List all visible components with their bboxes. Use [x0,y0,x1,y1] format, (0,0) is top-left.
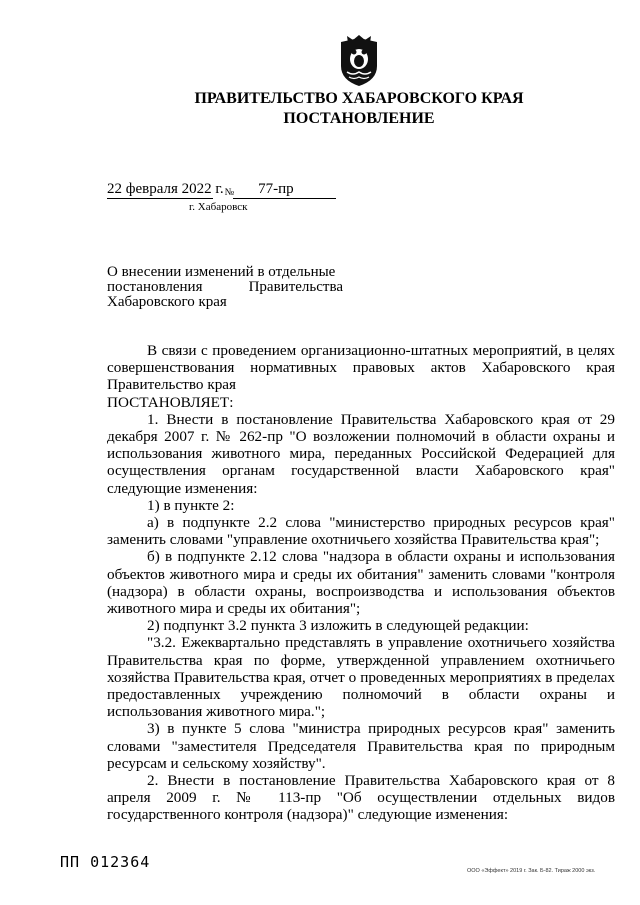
paragraph-item-1-1-a: а) в подпункте 2.2 слова "министерство природных ресурсов края" заменить словами "управление охотничьего хозяйства Правительства края"; [107,514,615,549]
date-underline [107,198,213,199]
document-subject [107,265,343,310]
document-number: 77-пр [258,181,294,197]
number-sign: № [224,187,235,198]
printing-info: ООО «Эффект» 2019 г. Зак. Б-82. Тираж 2000 экз. [467,868,596,874]
number-underline [233,198,336,199]
paragraph-item-1-2: 2) подпункт 3.2 пункта 3 изложить в следующей редакции: [147,617,529,635]
subject-line-2b: Правительства [248,279,343,295]
coat-of-arms-emblem [333,32,385,88]
subject-line-1: О внесении изменений в отдельные [107,264,336,280]
paragraph-item-1-1-b: б) в подпункте 2.12 слова "надзора в области охраны и использования объектов животного мира и среды их обитания" заменить словами "контроля (надзора) в области охраны, воспроизводства и использования объектов животного мира и среды их обитания"; [107,548,615,618]
document-body [107,342,615,824]
document-type-title: ПОСТАНОВЛЕНИЕ [283,110,435,127]
paragraph-item-1-2-text: "3.2. Ежеквартально представлять в управление охотничьего хозяйства Правительства края по форме, утвержденной управлением охотничьего хозяйства Правительства края, отчет о проведенных мероприятиях в пределах предоставленных учреждению полномочий в области охраны и использования животного мира."; [107,634,615,721]
paragraph-resolves: ПОСТАНОВЛЯЕТ: [107,393,234,411]
subject-line-3: Хабаровского края [107,294,227,310]
subject-line-2 [107,280,343,295]
paragraph-item-1-3: 3) в пункте 5 слова "министра природных ресурсов края" заменить словами "заместителя Председателя Правительства края по природным ресурсам и сельскому хозяйству". [107,720,615,772]
government-title: ПРАВИТЕЛЬСТВО ХАБАРОВСКОГО КРАЯ [194,90,524,107]
form-code: ПП 012364 [60,853,151,871]
paragraph-preamble: В связи с проведением организационно-штатных мероприятий, в целях совершенствования нормативных правовых актов Хабаровского края Правительство края [107,342,615,394]
document-date: 22 февраля 2022 г. [107,181,224,197]
subject-line-2a: постановления [107,279,203,295]
paragraph-item-1: 1. Внести в постановление Правительства Хабаровского края от 29 декабря 2007 г. № 262-пр "О возложении полномочий в области охраны и использования животного мира, переданных Российской Федерацией для осуществления органам государственной власти Хабаровского края" следующие изменения: [107,410,615,497]
document-date-line [107,181,294,198]
paragraph-item-1-1: 1) в пункте 2: [147,496,235,514]
paragraph-item-2: 2. Внести в постановление Правительства Хабаровского края от 8 апреля 2009 г. № 113-пр "Об осуществлении отдельных видов государственного контроля (надзора)" следующие изменения: [107,772,615,824]
document-city: г. Хабаровск [189,201,248,213]
